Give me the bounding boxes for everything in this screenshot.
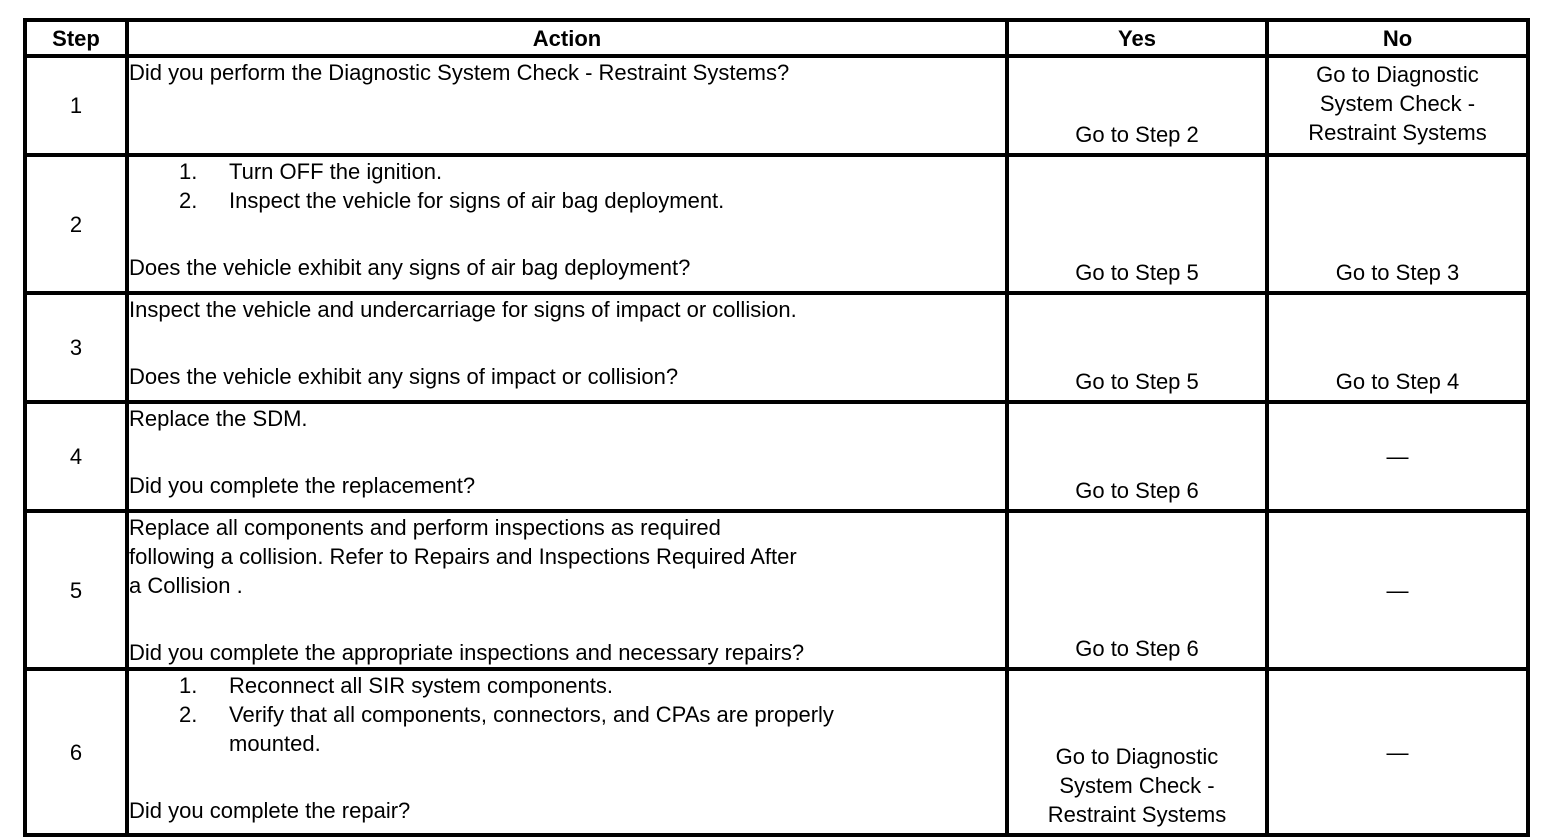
no-text: Go to Step 3 [1335,260,1460,285]
substep-number: 1. [179,673,198,698]
action-text: Did you perform the Diagnostic System Check - Restraint Systems? [129,60,790,85]
action-cell [127,669,1007,835]
table-row [25,511,1528,669]
yes-text: Go to Step 6 [1075,478,1199,503]
no-cell [1267,56,1528,155]
yes-cell [1007,511,1267,669]
substep-list [129,671,1005,758]
step-number: 1 [25,56,127,155]
action-cell [127,511,1007,669]
substep-text: Reconnect all SIR system components. [229,673,613,698]
no-text: — [1386,577,1409,603]
substep-number: 2. [179,702,198,727]
question-text: Did you complete the replacement? [129,473,476,498]
action-text: Replace all components and perform inspections as required following a collision. Refer to Repairs and Inspections Required After a Collision . [129,515,797,598]
header-step: Step [25,20,127,56]
header-action: Action [127,20,1007,56]
list-item [129,671,1005,700]
yes-text: Go to Step 5 [1075,260,1199,285]
yes-text: Go to Step 5 [1075,369,1199,394]
substep-number: 1. [179,159,198,184]
diagnostic-table [23,18,1530,837]
step-number: 5 [25,511,127,669]
table-row [25,56,1528,155]
step-number: 3 [25,293,127,402]
yes-cell [1007,155,1267,293]
step-number: 4 [25,402,127,511]
yes-text: Go to Step 2 [1075,122,1199,147]
no-cell [1267,669,1528,835]
substep-text: Inspect the vehicle for signs of air bag deployment. [229,188,725,213]
yes-text: Go to Diagnostic System Check - Restraint Systems [1047,744,1227,827]
no-cell [1267,293,1528,402]
question-text: Did you complete the repair? [129,798,411,823]
header-row [25,20,1528,56]
no-text: Go to Step 4 [1335,369,1460,394]
table-row [25,402,1528,511]
substep-list [129,157,1005,215]
yes-cell [1007,402,1267,511]
action-cell [127,155,1007,293]
header-no: No [1267,20,1528,56]
yes-cell [1007,56,1267,155]
action-cell [127,56,1007,155]
yes-cell [1007,293,1267,402]
substep-text: Verify that all components, connectors, and CPAs are properly mounted. [229,702,834,756]
no-text: — [1386,739,1409,765]
action-cell [127,402,1007,511]
no-cell [1267,155,1528,293]
list-item [129,186,1005,215]
list-item [129,700,1005,758]
no-cell [1267,402,1528,511]
action-text: Inspect the vehicle and undercarriage for signs of impact or collision. [129,297,797,322]
no-cell [1267,511,1528,669]
table-row [25,669,1528,835]
step-number: 6 [25,669,127,835]
question-text: Did you complete the appropriate inspections and necessary repairs? [129,640,805,665]
no-text: Go to Diagnostic System Check - Restraint Systems [1308,62,1487,145]
question-text: Does the vehicle exhibit any signs of air bag deployment? [129,255,691,280]
no-text: — [1386,444,1409,469]
substep-text: Turn OFF the ignition. [229,159,443,184]
header-yes: Yes [1007,20,1267,56]
yes-text: Go to Step 6 [1075,636,1199,661]
substep-number: 2. [179,188,198,213]
list-item [129,157,1005,186]
action-cell [127,293,1007,402]
table-row [25,155,1528,293]
table-row [25,293,1528,402]
step-number: 2 [25,155,127,293]
question-text: Does the vehicle exhibit any signs of impact or collision? [129,364,679,389]
yes-cell [1007,669,1267,835]
action-text: Replace the SDM. [129,406,308,431]
